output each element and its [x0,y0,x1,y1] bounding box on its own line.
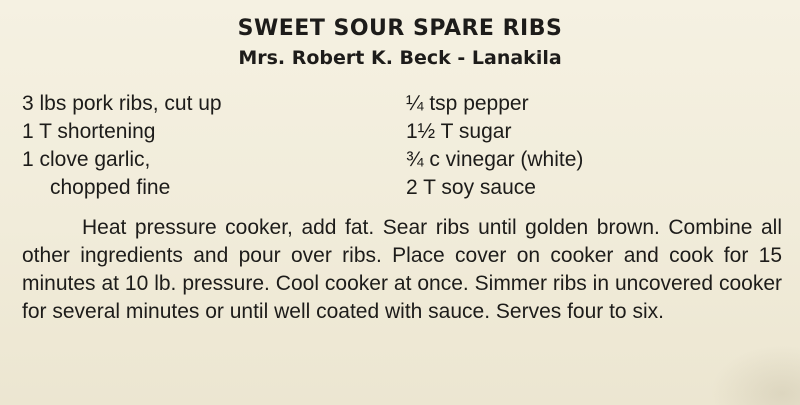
ingredient-garlic: 1 clove garlic, [22,148,151,171]
ingredients-list [22,90,782,206]
recipe-directions [22,214,782,326]
ingredients-right-column [406,90,583,202]
ingredient-vinegar: ¾ c vinegar (white) [406,148,584,171]
recipe-author: Mrs. Robert K. Beck - Lanakila [238,47,562,69]
recipe-title: SWEET SOUR SPARE RIBS [237,16,563,41]
directions-text: Heat pressure cooker, add fat. Sear ribs until golden brown. Combine all other ingredients and pour over ribs. Place cover on cooker and cook for 15 minutes at 10 lb. pressure. Cool cooker at once. Simmer ribs in uncovered cooker for several minutes or until well coated with sauce. Serves four to six. [22,216,782,323]
ingredient-soy-sauce: 2 T soy sauce [406,176,536,199]
ingredient-pepper: ¼ tsp pepper [406,92,529,115]
ingredient-sugar: 1½ T sugar [406,120,512,143]
ingredients-left-column [22,90,222,202]
ingredient-pork-ribs: 3 lbs pork ribs, cut up [22,92,222,115]
ingredient-shortening: 1 T shortening [22,120,156,143]
ingredient-garlic-note: chopped fine [50,176,171,199]
paper-stain [710,345,800,405]
